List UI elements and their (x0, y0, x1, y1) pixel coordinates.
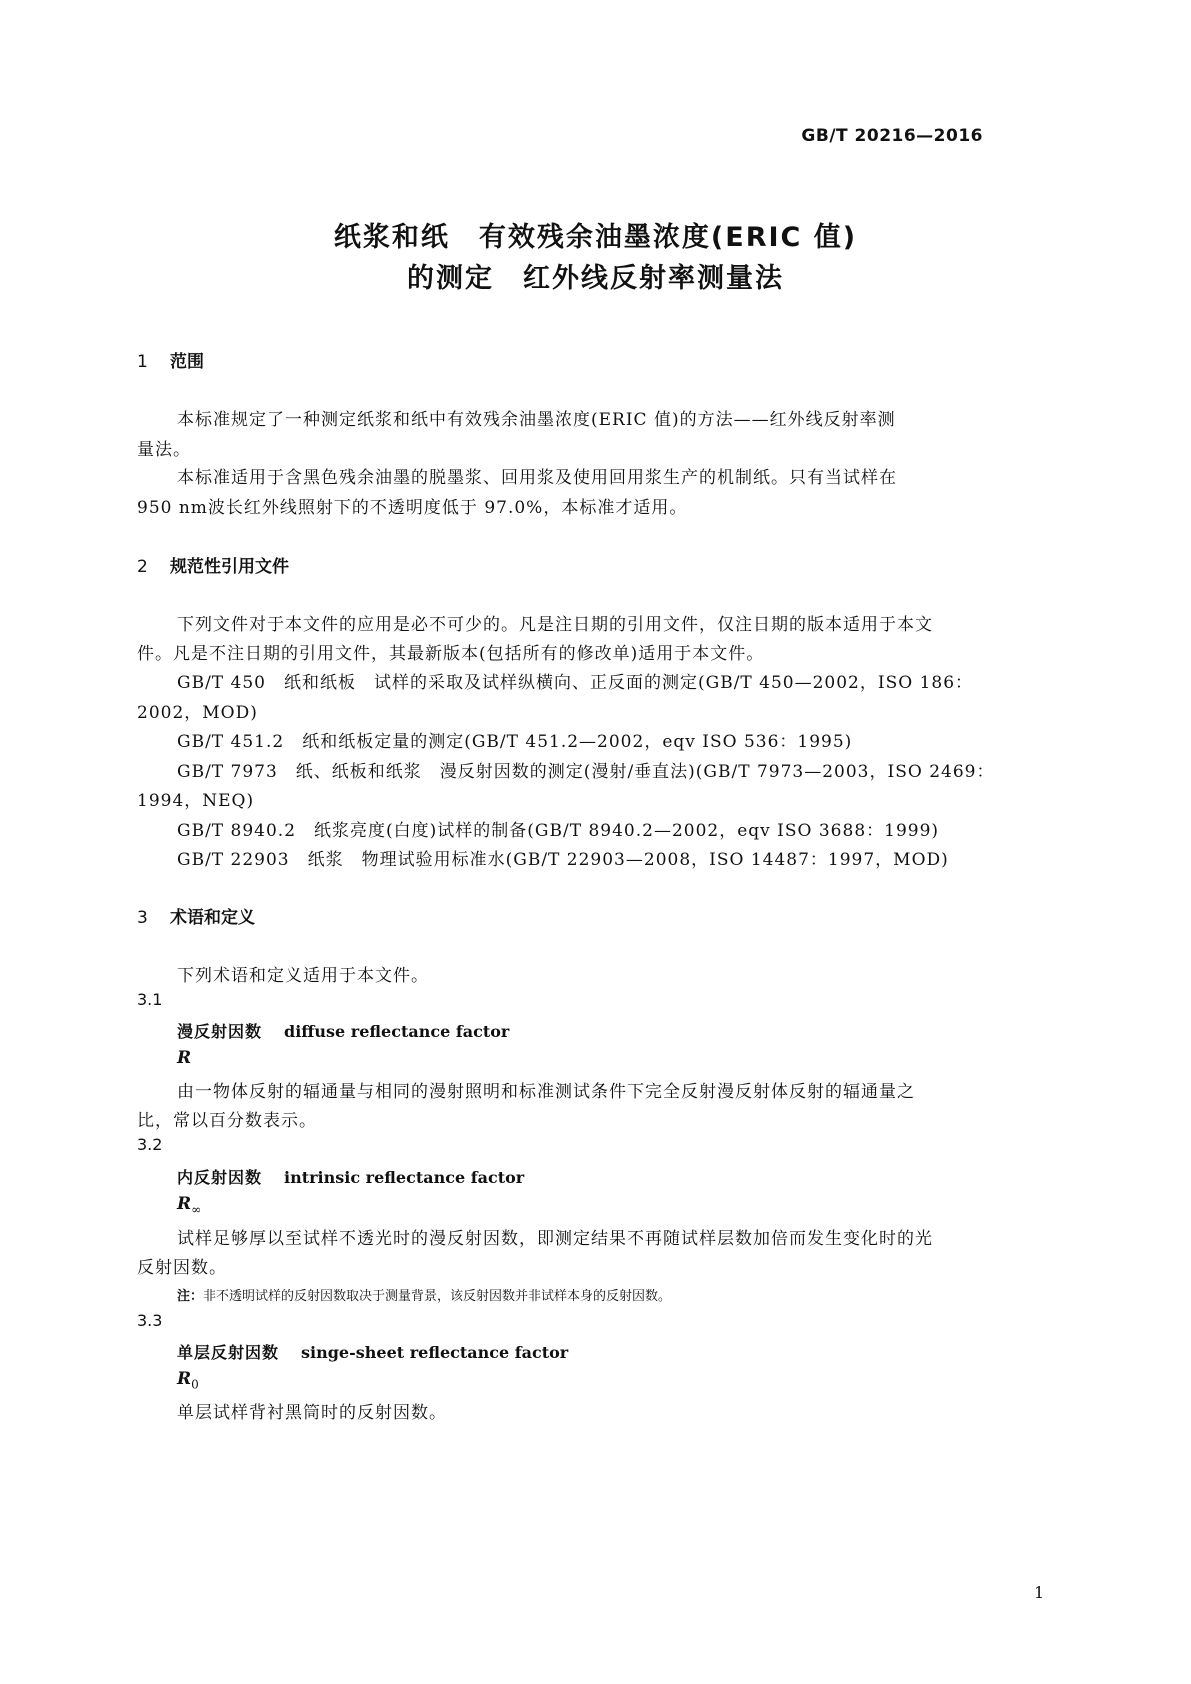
term-symbol: R (177, 1048, 192, 1068)
paragraph-line: 本标准适用于含黑色残余油墨的脱墨浆、回用浆及使用回用浆生产的机制纸。只有当试样在 (177, 468, 897, 488)
paragraph-line: 下列术语和定义适用于本文件。 (177, 966, 429, 986)
term-english: singe-sheet reflectance factor (301, 1343, 569, 1362)
reference-line: GB/T 451.2 纸和纸板定量的测定(GB/T 451.2—2002，eqv ISO 536：1995) (177, 732, 853, 752)
section-1-heading (137, 347, 204, 372)
section-number: 3 (137, 908, 148, 928)
note-text: 非不透明试样的反射因数取决于测量背景，该反射因数并非试样本身的反射因数。 (203, 1289, 672, 1304)
paragraph-line: 下列文件对于本文件的应用是必不可少的。凡是注日期的引用文件，仅注日期的版本适用于本文 (177, 615, 933, 635)
reference-line: GB/T 8940.2 纸浆亮度(白度)试样的制备(GB/T 8940.2—2002，eqv ISO 3688：1999) (177, 821, 940, 841)
definition-line: 反射因数。 (137, 1258, 227, 1278)
term-symbol (177, 1369, 199, 1391)
term-chinese: 漫反射因数 (177, 1022, 263, 1041)
term-title (177, 1019, 509, 1042)
term-number: 3.2 (137, 1135, 163, 1154)
symbol-letter: R (177, 1369, 192, 1389)
term-number: 3.3 (137, 1311, 163, 1330)
section-title: 范围 (170, 352, 204, 372)
note-label: 注： (177, 1289, 204, 1304)
term-chinese: 内反射因数 (177, 1168, 263, 1187)
section-number: 1 (137, 352, 148, 372)
section-number: 2 (137, 557, 148, 577)
symbol-subscript: ∞ (191, 1202, 202, 1217)
section-3-heading (137, 903, 255, 928)
section-2-heading (137, 552, 289, 577)
term-chinese: 单层反射因数 (177, 1343, 280, 1362)
paragraph-line: 本标准规定了一种测定纸浆和纸中有效残余油墨浓度(ERIC 值)的方法——红外线反射率测 (177, 410, 896, 430)
section-title: 规范性引用文件 (170, 557, 289, 577)
reference-line: 1994，NEQ) (137, 791, 255, 811)
term-number: 3.1 (137, 990, 163, 1009)
section-title: 术语和定义 (170, 908, 255, 928)
paragraph-line: 件。凡是不注日期的引用文件，其最新版本(包括所有的修改单)适用于本文件。 (137, 644, 765, 664)
paragraph-line: 量法。 (137, 440, 191, 460)
definition-line: 由一物体反射的辐通量与相同的漫射照明和标准测试条件下完全反射漫反射体反射的辐通量之 (177, 1082, 915, 1102)
document-title-line1: 纸浆和纸 有效残余油墨浓度(ERIC 值) (333, 222, 858, 253)
page-number: 1 (1034, 1583, 1045, 1602)
note (177, 1285, 671, 1304)
term-english: intrinsic reflectance factor (284, 1168, 525, 1187)
definition-line: 试样足够厚以至试样不透光时的漫反射因数，即测定结果不再随试样层数加倍而发生变化时的光 (177, 1229, 933, 1249)
symbol-subscript: 0 (191, 1377, 199, 1392)
standard-number: GB/T 20216—2016 (801, 126, 983, 146)
term-symbol (177, 1194, 201, 1216)
reference-line: GB/T 450 纸和纸板 试样的采取及试样纵横向、正反面的测定(GB/T 450—2002，ISO 186： (177, 673, 974, 693)
definition-line: 比，常以百分数表示。 (137, 1111, 317, 1131)
reference-line: GB/T 22903 纸浆 物理试验用标准水(GB/T 22903—2008，ISO 14487：1997，MOD) (177, 850, 949, 870)
paragraph-line: 950 nm波长红外线照射下的不透明度低于 97.0%，本标准才适用。 (137, 498, 688, 518)
definition-line: 单层试样背衬黑筒时的反射因数。 (177, 1403, 447, 1423)
term-title (177, 1165, 524, 1188)
reference-line: 2002，MOD) (137, 703, 258, 723)
symbol-letter: R (177, 1194, 192, 1214)
document-title-line2: 的测定 红外线反射率测量法 (407, 263, 784, 294)
term-title (177, 1340, 568, 1363)
term-english: diffuse reflectance factor (284, 1022, 510, 1041)
reference-line: GB/T 7973 纸、纸板和纸浆 漫反射因数的测定(漫射/垂直法)(GB/T 7973—2003，ISO 2469： (177, 762, 995, 782)
